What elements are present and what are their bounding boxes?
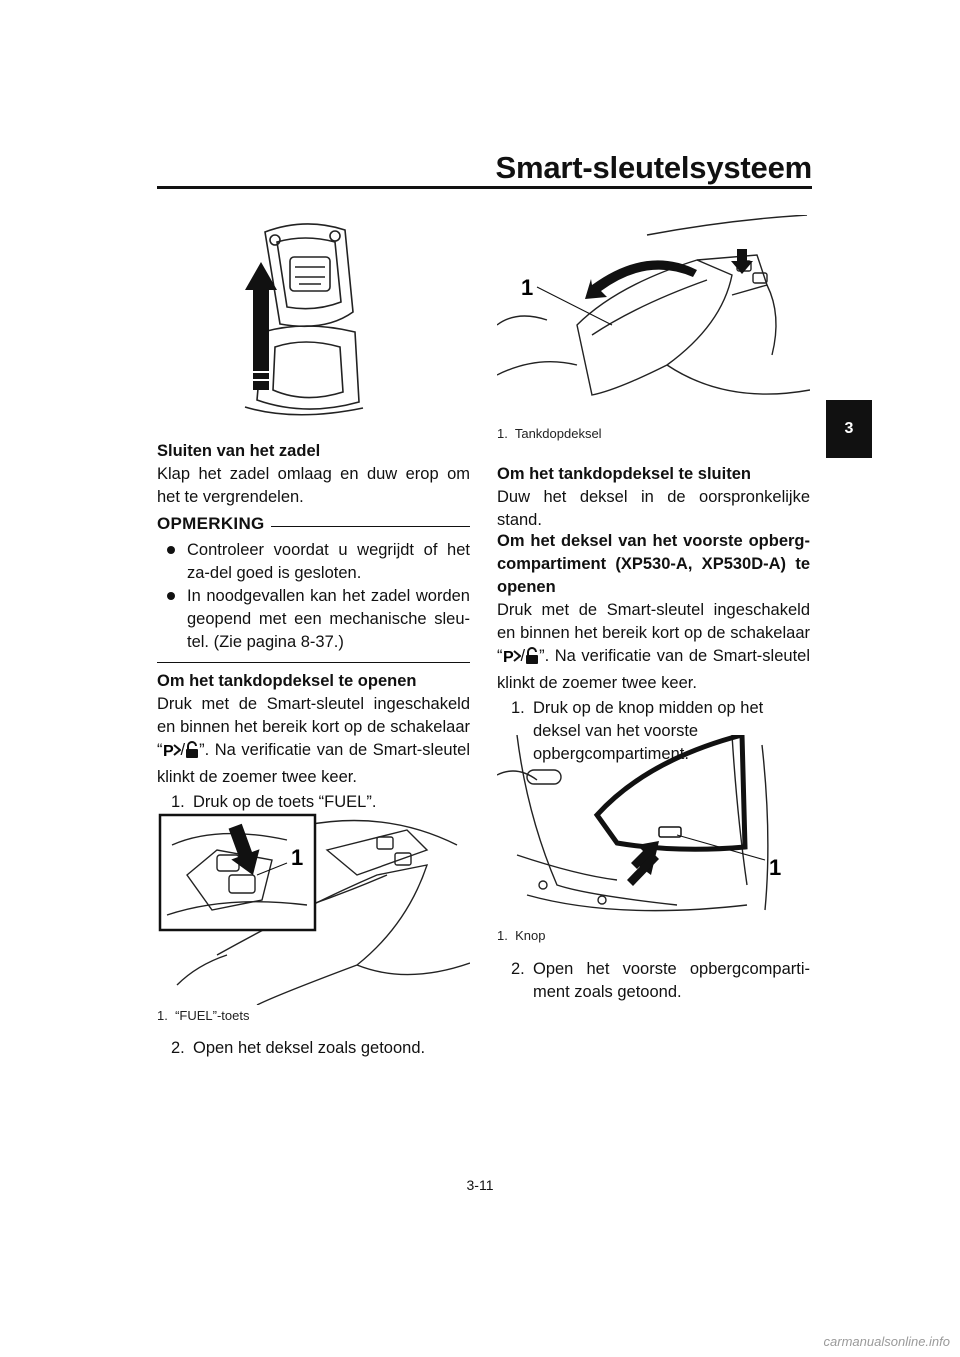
page-number: 3-11 xyxy=(466,1177,494,1193)
unlock-icon xyxy=(525,647,539,672)
close-seat-heading: Sluiten van het zadel xyxy=(157,442,321,460)
fuel-callout: 1 xyxy=(291,845,304,870)
svg-text:P: P xyxy=(502,649,514,665)
svg-text:P: P xyxy=(162,743,174,759)
step-number: 2. xyxy=(171,1039,185,1057)
step-number: 2. xyxy=(511,960,525,978)
note-item: In noodgevallen kan het zadel worden geopend met een mechanische sleu-tel. (Zie pagina 8-37.) xyxy=(157,585,470,654)
chapter-tab: 3 xyxy=(826,400,872,458)
note-label: OPMERKING xyxy=(157,514,265,533)
tank-caption: 1. Tankdopdeksel xyxy=(497,426,602,441)
step-number: 1. xyxy=(511,699,525,717)
step-number: 1. xyxy=(171,793,185,811)
knob-callout: 1 xyxy=(769,855,782,880)
tank-callout: 1 xyxy=(521,275,534,300)
close-fuel-heading: Om het tankdopdeksel te sluiten xyxy=(497,465,751,483)
note-box xyxy=(157,512,470,663)
step-text: Open het deksel zoals getoond. xyxy=(193,1039,426,1057)
header-rule xyxy=(157,186,812,189)
knob-caption: 1. Knop xyxy=(497,928,546,943)
knob-figure xyxy=(497,735,810,920)
seat-open-figure xyxy=(235,212,370,422)
fuel-button-figure xyxy=(157,805,470,1005)
step-text: Druk op de toets “FUEL”. xyxy=(193,793,377,811)
step-text: Druk op de knop midden op het deksel van het voorste opbergcompartiment. xyxy=(533,699,764,763)
open-fuel-text: Druk met de Smart-sleutel ingeschakeld en binnen het bereik kort op de schakelaar “ P / ”. Na verificatie van de Smart-sleutel klinkt de zoemer twee keer. xyxy=(157,695,470,786)
watermark: carmanualsonline.info xyxy=(823,1334,950,1349)
note-rule xyxy=(157,662,470,663)
unlock-icon xyxy=(185,741,199,766)
tank-cover-figure xyxy=(497,215,810,415)
close-fuel-text: Duw het deksel in de oorspronkelijke stand. xyxy=(497,488,810,529)
close-seat-text: Klap het zadel omlaag en duw erop om het te vergrendelen. xyxy=(157,465,470,506)
step-text: Open het voorste opbergcomparti-ment zoals getoond. xyxy=(533,960,810,1001)
open-fuel-heading: Om het tankdopdeksel te openen xyxy=(157,672,417,690)
open-front-heading: Om het deksel van het voorste opberg-compartiment (XP530-A, XP530D-A) te openen xyxy=(497,532,810,596)
smart-key-icon xyxy=(163,741,181,766)
smart-key-icon xyxy=(503,647,521,672)
fuel-caption: 1. “FUEL”-toets xyxy=(157,1008,250,1023)
page-title: Smart-sleutelsysteem xyxy=(495,150,812,185)
note-item: Controleer voordat u wegrijdt of het za-del goed is gesloten. xyxy=(157,539,470,585)
open-front-text: Druk met de Smart-sleutel ingeschakeld en binnen het bereik kort op de schakelaar “ P / ”. Na verificatie van de Smart-sleutel klinkt de zoemer twee keer. xyxy=(497,601,810,692)
